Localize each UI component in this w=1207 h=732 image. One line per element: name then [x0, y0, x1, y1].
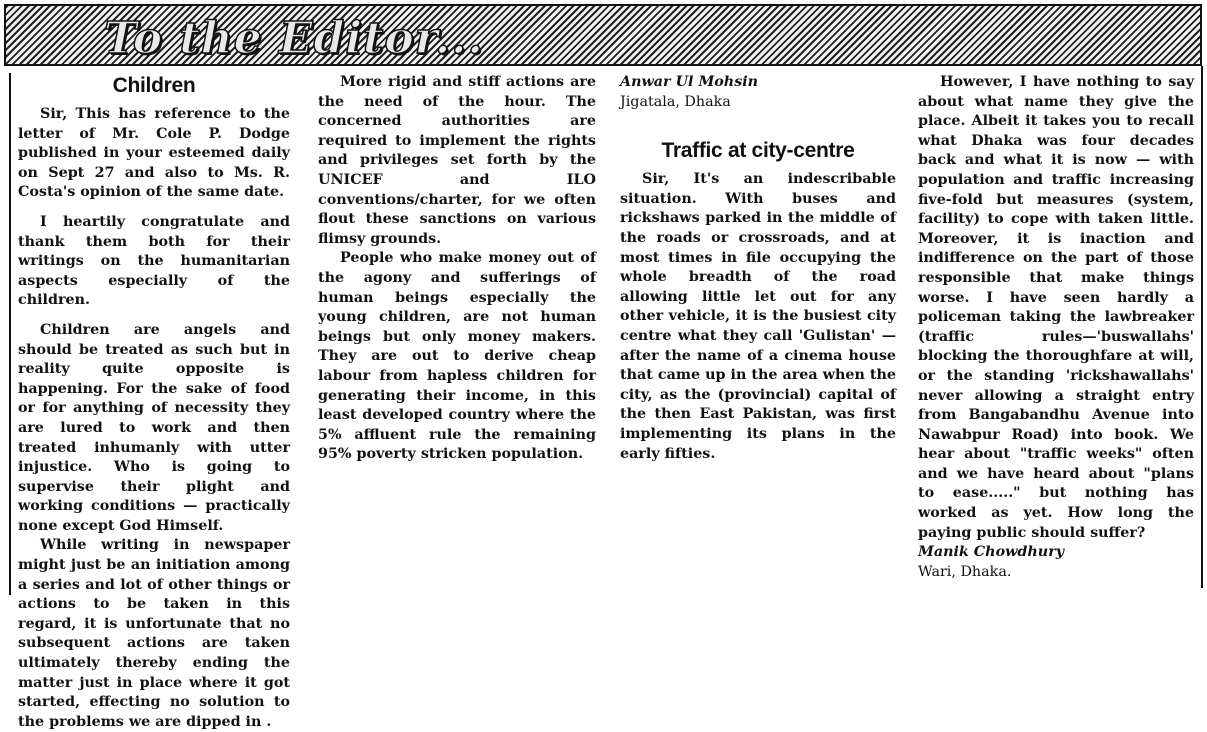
traffic-paragraph-2: However, I have nothing to say about what name they give the place. Albeit it takes you to recall what Dhaka was four decades back and what it is now — with population and traffic increasing five-fold but measures (system, facility) to cope with taken little. Moreover, it is inaction and indifference on the part of those responsible that make things worse. I have seen hardly a policeman taking the lawbreaker (traffic rules—'buswallahs' blocking the thoroughfare at will, or the standing 'rickshawallahs' never allowing a straight entry from Bangabandhu Avenue into Nawabpur Road) into book. We hear about "traffic weeks" often and we have heard about "plans to ease....." but nothing has worked as yet. How long the paying public should suffer? — [918, 74, 1194, 541]
traffic-signature: Manik Chowdhury — [918, 544, 1065, 561]
children-paragraph-3: Children are angels and should be treated as such but in reality quite opposite is happening. For the sake of food or for anything of necessity they are lured to work and then treated inhumanly with utter injustice. Who is going to supervise their plight and working conditions — practically none except God Himself. — [18, 321, 290, 534]
children-paragraph-4: While writing in newspaper might just be an initiation among a series and lot of other things or actions to be taken in this regard, it is unfortunate that no subsequent actions are taken ultimately thereby ending the matter just in place where it got started, effecting no solution to the problems we are dipped in . — [18, 537, 290, 730]
traffic-heading: Traffic at city-centre — [661, 139, 855, 163]
right-column-rule — [1201, 66, 1203, 588]
children-paragraph-5: More rigid and stiff actions are the need of the hour. The concerned authorities are required to implement the rights and privileges set forth by the UNICEF and ILO conventions/charter, for we often flout these sanctions on various flimsy grounds. — [318, 74, 596, 247]
masthead-banner — [4, 4, 1202, 66]
children-paragraph-1: Sir, This has reference to the letter of Mr. Cole P. Dodge published in your esteemed daily on Sept 27 and also to Ms. R. Costa's opinion of the same date. — [18, 106, 290, 201]
column-4 — [918, 73, 1194, 609]
children-paragraph-2: I heartily congratulate and thank them both for their writings on the humanitarian aspects especially of the children. — [18, 213, 290, 309]
column-2 — [318, 73, 596, 609]
traffic-address: Wari, Dhaka. — [918, 563, 1012, 580]
left-column-rule — [9, 73, 11, 595]
column-3 — [620, 73, 896, 609]
children-signature: Anwar Ul Mohsin — [620, 74, 759, 90]
children-paragraph-6: People who make money out of the agony and sufferings of human beings especially the young children, are not human beings but only money makers. They are out to derive cheap labour from hapless children for generating their income, in this least developed country where the 5% affluent rule the remaining 95% poverty stricken population. — [318, 250, 596, 463]
traffic-paragraph-1: Sir, It's an indescribable situation. With buses and rickshaws parked in the middle of the roads or crossroads, and at most times in file occupying the whole breadth of the road allowing little let out for any other vehicle, it is the busiest city centre what they call 'Gulistan' — after the name of a cinema house that came up in the area when the city, as the (provincial) capital of the then East Pakistan, was first implementing its plans in the early fifties. — [620, 171, 896, 462]
children-address: Jigatala, Dhaka — [620, 93, 731, 110]
column-1 — [18, 73, 290, 730]
masthead-title: To the Editor... — [104, 13, 484, 64]
children-heading: Children — [112, 74, 196, 97]
